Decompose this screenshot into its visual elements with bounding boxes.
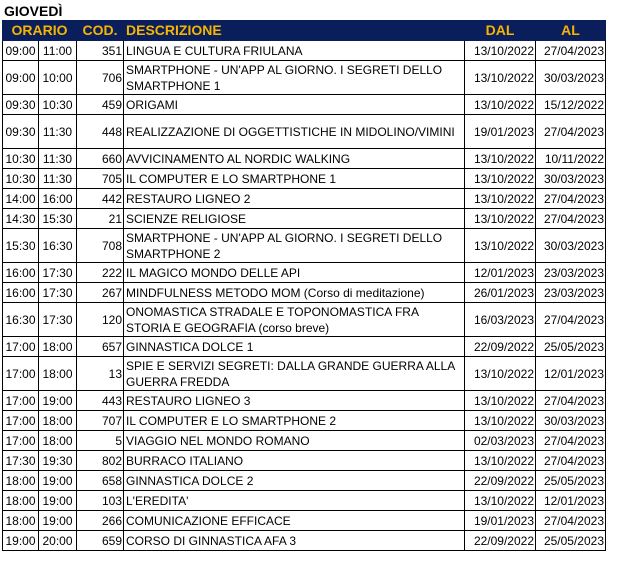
start-date-cell: 13/10/2022 — [465, 357, 536, 391]
end-time-cell: 19:00 — [39, 491, 77, 511]
end-time-cell: 16:00 — [39, 189, 77, 209]
end-time-cell: 16:30 — [39, 229, 77, 263]
table-row — [3, 303, 606, 337]
end-time-cell: 18:00 — [39, 411, 77, 431]
end-time-cell: 10:30 — [39, 95, 77, 115]
start-time-cell: 17:00 — [3, 391, 39, 411]
start-time-cell: 09:30 — [3, 115, 39, 149]
start-time-cell: 10:30 — [3, 169, 39, 189]
end-time-cell: 17:30 — [39, 303, 77, 337]
end-date-cell: 15/12/2022 — [536, 95, 606, 115]
table-row — [3, 95, 606, 115]
description-cell: BURRACO ITALIANO — [124, 451, 465, 471]
end-time-cell: 17:30 — [39, 283, 77, 303]
header-dal: DAL — [465, 21, 536, 41]
course-code-cell: 442 — [77, 189, 124, 209]
start-time-cell: 10:30 — [3, 149, 39, 169]
header-al: AL — [536, 21, 606, 41]
start-time-cell: 17:00 — [3, 337, 39, 357]
end-date-cell: 23/03/2023 — [536, 283, 606, 303]
end-date-cell: 30/03/2023 — [536, 411, 606, 431]
end-date-cell: 27/04/2023 — [536, 209, 606, 229]
end-date-cell: 27/04/2023 — [536, 511, 606, 531]
start-date-cell: 13/10/2022 — [465, 451, 536, 471]
description-cell: GINNASTICA DOLCE 2 — [124, 471, 465, 491]
end-date-cell: 10/11/2022 — [536, 149, 606, 169]
start-time-cell: 16:00 — [3, 263, 39, 283]
end-date-cell: 27/04/2023 — [536, 431, 606, 451]
end-date-cell: 30/03/2023 — [536, 61, 606, 95]
table-row — [3, 61, 606, 95]
table-row — [3, 283, 606, 303]
end-date-cell: 27/04/2023 — [536, 41, 606, 61]
end-date-cell: 27/04/2023 — [536, 303, 606, 337]
start-time-cell: 09:30 — [3, 95, 39, 115]
table-row — [3, 337, 606, 357]
end-date-cell: 27/04/2023 — [536, 189, 606, 209]
start-date-cell: 13/10/2022 — [465, 491, 536, 511]
description-cell: IL COMPUTER E LO SMARTPHONE 2 — [124, 411, 465, 431]
schedule-table — [2, 20, 606, 551]
description-cell: RESTAURO LIGNEO 2 — [124, 189, 465, 209]
table-row — [3, 169, 606, 189]
table-row — [3, 357, 606, 391]
description-cell: SPIE E SERVIZI SEGRETI: DALLA GRANDE GUERRA ALLA GUERRA FREDDA — [124, 357, 465, 391]
course-code-cell: 660 — [77, 149, 124, 169]
end-date-cell: 23/03/2023 — [536, 263, 606, 283]
end-date-cell: 25/05/2023 — [536, 337, 606, 357]
description-cell: ONOMASTICA STRADALE E TOPONOMASTICA FRA STORIA E GEOGRAFIA (corso breve) — [124, 303, 465, 337]
course-code-cell: 5 — [77, 431, 124, 451]
course-code-cell: 707 — [77, 411, 124, 431]
start-time-cell: 17:00 — [3, 357, 39, 391]
table-row — [3, 209, 606, 229]
course-code-cell: 802 — [77, 451, 124, 471]
description-cell: SMARTPHONE - UN'APP AL GIORNO. I SEGRETI DELLO SMARTPHONE 2 — [124, 229, 465, 263]
course-code-cell: 222 — [77, 263, 124, 283]
start-time-cell: 18:00 — [3, 511, 39, 531]
start-date-cell: 13/10/2022 — [465, 391, 536, 411]
start-time-cell: 18:00 — [3, 491, 39, 511]
course-code-cell: 708 — [77, 229, 124, 263]
start-time-cell: 09:00 — [3, 41, 39, 61]
course-code-cell: 13 — [77, 357, 124, 391]
end-time-cell: 18:00 — [39, 431, 77, 451]
start-date-cell: 22/09/2022 — [465, 337, 536, 357]
course-code-cell: 267 — [77, 283, 124, 303]
end-date-cell: 12/01/2023 — [536, 491, 606, 511]
table-row — [3, 263, 606, 283]
description-cell: VIAGGIO NEL MONDO ROMANO — [124, 431, 465, 451]
course-code-cell: 448 — [77, 115, 124, 149]
course-code-cell: 266 — [77, 511, 124, 531]
description-cell: IL COMPUTER E LO SMARTPHONE 1 — [124, 169, 465, 189]
end-date-cell: 27/04/2023 — [536, 451, 606, 471]
description-cell: IL MAGICO MONDO DELLE API — [124, 263, 465, 283]
end-time-cell: 11:30 — [39, 115, 77, 149]
end-time-cell: 19:00 — [39, 471, 77, 491]
end-time-cell: 15:30 — [39, 209, 77, 229]
description-cell: AVVICINAMENTO AL NORDIC WALKING — [124, 149, 465, 169]
end-date-cell: 27/04/2023 — [536, 391, 606, 411]
table-row — [3, 471, 606, 491]
course-code-cell: 658 — [77, 471, 124, 491]
table-row — [3, 511, 606, 531]
start-time-cell: 19:00 — [3, 531, 39, 551]
end-date-cell: 27/04/2023 — [536, 115, 606, 149]
course-code-cell: 706 — [77, 61, 124, 95]
start-time-cell: 15:30 — [3, 229, 39, 263]
end-time-cell: 19:30 — [39, 451, 77, 471]
end-time-cell: 11:30 — [39, 149, 77, 169]
table-row — [3, 189, 606, 209]
end-date-cell: 25/05/2023 — [536, 471, 606, 491]
description-cell: ORIGAMI — [124, 95, 465, 115]
start-time-cell: 17:00 — [3, 431, 39, 451]
end-date-cell: 25/05/2023 — [536, 531, 606, 551]
table-row — [3, 431, 606, 451]
table-row — [3, 115, 606, 149]
description-cell: MINDFULNESS METODO MOM (Corso di meditazione) — [124, 283, 465, 303]
table-row — [3, 491, 606, 511]
start-date-cell: 13/10/2022 — [465, 229, 536, 263]
end-time-cell: 11:30 — [39, 169, 77, 189]
end-time-cell: 17:30 — [39, 263, 77, 283]
description-cell: SMARTPHONE - UN'APP AL GIORNO. I SEGRETI DELLO SMARTPHONE 1 — [124, 61, 465, 95]
table-row — [3, 41, 606, 61]
course-code-cell: 657 — [77, 337, 124, 357]
description-cell: L'EREDITA' — [124, 491, 465, 511]
end-time-cell: 19:00 — [39, 511, 77, 531]
header-cod: COD. — [77, 21, 124, 41]
header-row — [3, 21, 606, 41]
description-cell: GINNASTICA DOLCE 1 — [124, 337, 465, 357]
start-time-cell: 09:00 — [3, 61, 39, 95]
description-cell: REALIZZAZIONE DI OGGETTISTICHE IN MIDOLINO/VIMINI — [124, 115, 465, 149]
course-code-cell: 443 — [77, 391, 124, 411]
start-date-cell: 19/01/2023 — [465, 115, 536, 149]
start-date-cell: 19/01/2023 — [465, 511, 536, 531]
start-date-cell: 13/10/2022 — [465, 411, 536, 431]
start-date-cell: 13/10/2022 — [465, 149, 536, 169]
start-time-cell: 14:00 — [3, 189, 39, 209]
table-row — [3, 531, 606, 551]
start-date-cell: 02/03/2023 — [465, 431, 536, 451]
description-cell: LINGUA E CULTURA FRIULANA — [124, 41, 465, 61]
end-time-cell: 10:00 — [39, 61, 77, 95]
start-time-cell: 16:00 — [3, 283, 39, 303]
start-date-cell: 16/03/2023 — [465, 303, 536, 337]
end-time-cell: 20:00 — [39, 531, 77, 551]
course-code-cell: 21 — [77, 209, 124, 229]
start-date-cell: 13/10/2022 — [465, 41, 536, 61]
start-time-cell: 17:30 — [3, 451, 39, 471]
start-date-cell: 22/09/2022 — [465, 531, 536, 551]
table-row — [3, 229, 606, 263]
day-title: GIOVEDÌ — [4, 3, 63, 19]
end-date-cell: 12/01/2023 — [536, 357, 606, 391]
start-time-cell: 16:30 — [3, 303, 39, 337]
start-date-cell: 13/10/2022 — [465, 189, 536, 209]
header-orario: ORARIO — [3, 21, 77, 41]
course-code-cell: 103 — [77, 491, 124, 511]
start-time-cell: 14:30 — [3, 209, 39, 229]
end-time-cell: 19:00 — [39, 391, 77, 411]
header-descrizione: DESCRIZIONE — [124, 21, 465, 41]
start-time-cell: 17:00 — [3, 411, 39, 431]
start-date-cell: 13/10/2022 — [465, 95, 536, 115]
start-date-cell: 13/10/2022 — [465, 169, 536, 189]
end-date-cell: 30/03/2023 — [536, 169, 606, 189]
course-code-cell: 351 — [77, 41, 124, 61]
table-row — [3, 411, 606, 431]
description-cell: CORSO DI GINNASTICA AFA 3 — [124, 531, 465, 551]
start-time-cell: 18:00 — [3, 471, 39, 491]
table-row — [3, 149, 606, 169]
start-date-cell: 26/01/2023 — [465, 283, 536, 303]
start-date-cell: 13/10/2022 — [465, 209, 536, 229]
description-cell: RESTAURO LIGNEO 3 — [124, 391, 465, 411]
table-row — [3, 451, 606, 471]
description-cell: SCIENZE RELIGIOSE — [124, 209, 465, 229]
start-date-cell: 22/09/2022 — [465, 471, 536, 491]
course-code-cell: 705 — [77, 169, 124, 189]
start-date-cell: 13/10/2022 — [465, 61, 536, 95]
course-code-cell: 459 — [77, 95, 124, 115]
end-date-cell: 30/03/2023 — [536, 229, 606, 263]
end-time-cell: 11:00 — [39, 41, 77, 61]
end-time-cell: 18:00 — [39, 357, 77, 391]
start-date-cell: 12/01/2023 — [465, 263, 536, 283]
table-row — [3, 391, 606, 411]
course-code-cell: 120 — [77, 303, 124, 337]
course-code-cell: 659 — [77, 531, 124, 551]
end-time-cell: 18:00 — [39, 337, 77, 357]
description-cell: COMUNICAZIONE EFFICACE — [124, 511, 465, 531]
